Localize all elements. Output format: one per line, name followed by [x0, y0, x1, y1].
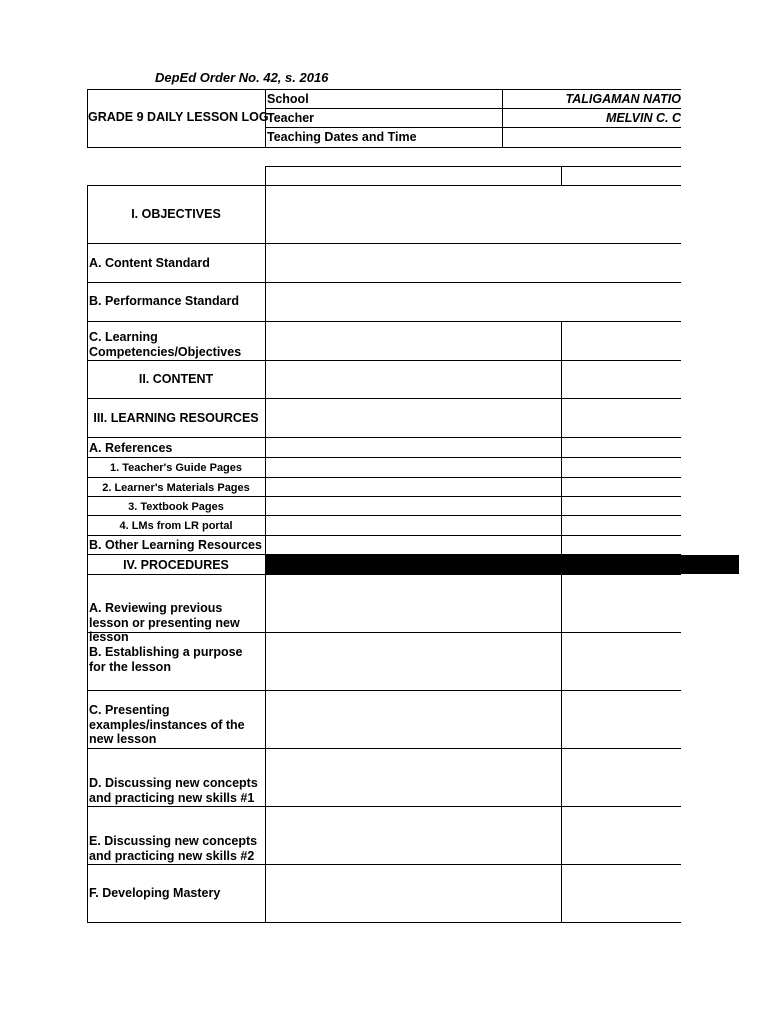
- school-value: TALIGAMAN NATIO: [565, 92, 681, 106]
- teachers-guide-label: 1. Teacher's Guide Pages: [109, 462, 243, 474]
- teacher-value: MELVIN C. C: [605, 111, 681, 125]
- textbook-label: 3. Textbook Pages: [128, 501, 224, 513]
- content-heading: II. CONTENT: [138, 372, 214, 386]
- performance-standard-label: B. Performance Standard: [89, 294, 240, 308]
- learning-resources-heading: III. LEARNING RESOURCES: [93, 411, 259, 425]
- learners-materials-label: 2. Learner's Materials Pages: [102, 482, 250, 494]
- procedure-c-label: C. Presenting examples/instances of the new lesson: [89, 703, 245, 746]
- dates-label: Teaching Dates and Time: [267, 130, 417, 144]
- lr-portal-label: 4. LMs from LR portal: [119, 520, 233, 532]
- deped-order-title: DepEd Order No. 42, s. 2016: [155, 70, 329, 85]
- procedure-b-label: B. Establishing a purpose for the lesson: [89, 645, 243, 674]
- references-label: A. References: [89, 441, 173, 455]
- other-resources-label: B. Other Learning Resources: [89, 538, 262, 552]
- objectives-heading: I. OBJECTIVES: [131, 207, 221, 221]
- procedure-f-label: F. Developing Mastery: [89, 886, 221, 900]
- teacher-label: Teacher: [267, 111, 315, 125]
- procedure-d-label: D. Discussing new concepts and practicing new skills #1: [89, 776, 258, 805]
- procedure-e-label: E. Discussing new concepts and practicing new skills #2: [89, 834, 258, 863]
- procedures-heading: IV. PROCEDURES: [123, 558, 229, 572]
- learning-competencies-label: C. Learning Competencies/Objectives: [89, 330, 242, 359]
- procedures-header-fill: [266, 555, 739, 574]
- content-standard-label: A. Content Standard: [89, 256, 210, 270]
- school-label: School: [267, 92, 309, 106]
- log-title: GRADE 9 DAILY LESSON LOG: [88, 110, 269, 124]
- procedure-a-label: A. Reviewing previous lesson or presenting new lesson: [89, 601, 240, 644]
